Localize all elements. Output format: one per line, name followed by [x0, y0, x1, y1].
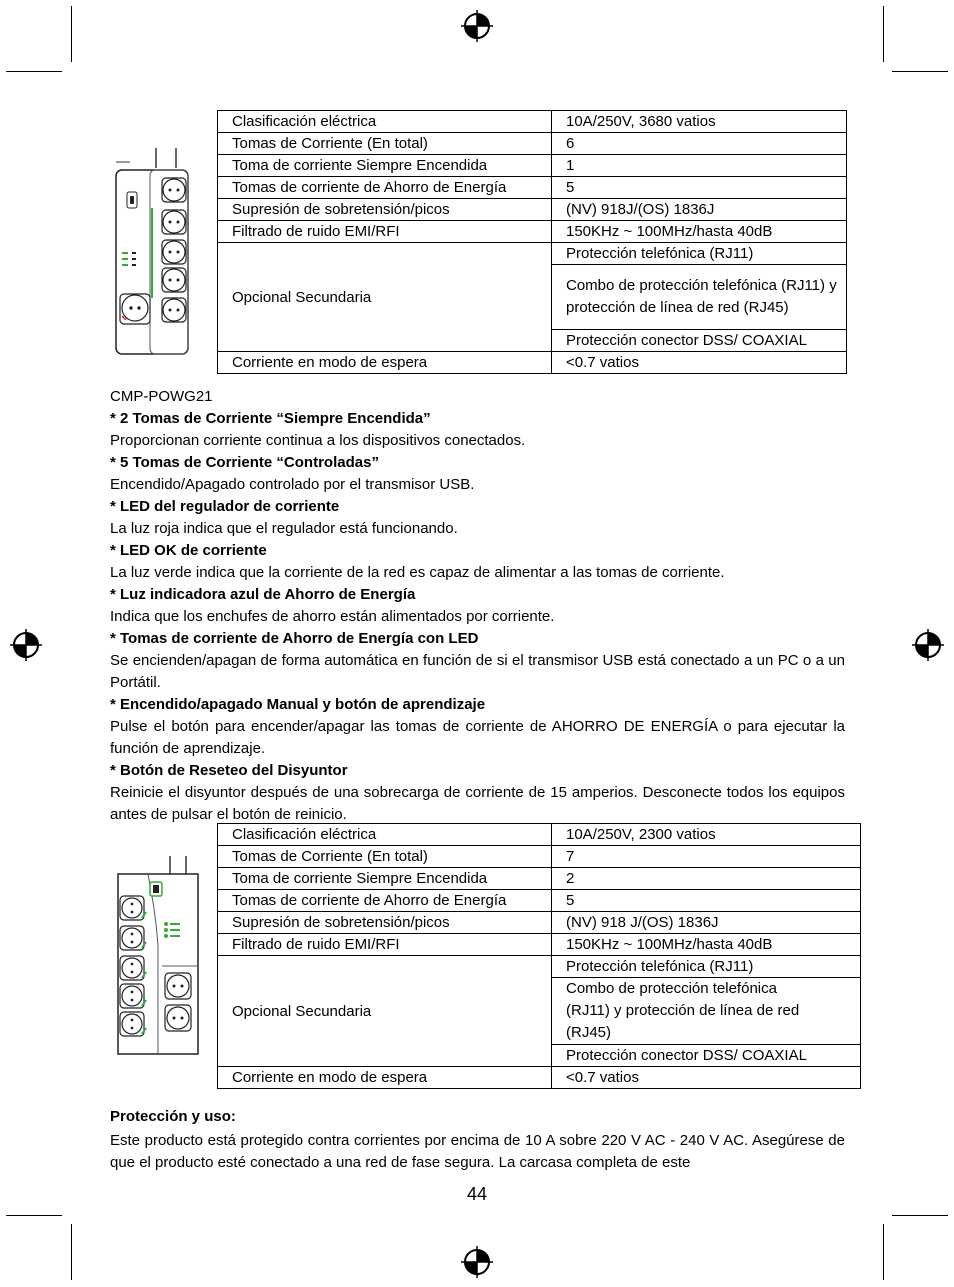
spec-value: <0.7 vatios: [552, 1067, 861, 1089]
crop-mark: [892, 1215, 948, 1216]
spec-table-2: [217, 823, 861, 1089]
spec-value: 150KHz ~ 100MHz/hasta 40dB: [552, 221, 847, 243]
crop-mark: [71, 6, 72, 62]
spec-label: Opcional Secundaria: [218, 243, 552, 352]
page-number: 44: [466, 1184, 488, 1204]
protection-section: [110, 1106, 845, 1174]
spec-label: Clasificación eléctrica: [218, 111, 552, 133]
spec-value: 6: [552, 133, 847, 155]
table-row: [218, 133, 847, 155]
spec-value: Combo de protección telefónica (RJ11) y protección de línea de red (RJ45): [552, 978, 861, 1045]
feature-description: Indica que los enchufes de ahorro están alimentados por corriente.: [110, 608, 555, 625]
table-row: [218, 111, 847, 133]
feature-title: * Botón de Reseteo del Disyuntor: [110, 762, 348, 779]
table-row: [218, 199, 847, 221]
table-row: [218, 912, 861, 934]
feature-title: * LED del regulador de corriente: [110, 498, 340, 515]
spec-value: (NV) 918 J/(OS) 1836J: [552, 912, 861, 934]
section-text: Este producto está protegido contra corrientes por encima de 10 A sobre 220 V AC - 240 V AC. Asegúrese de que el producto esté conectado a una red de fase segura. La carcasa completa de este: [110, 1132, 845, 1171]
spec-value: 10A/250V, 2300 vatios: [552, 824, 861, 846]
feature-description: Pulse el botón para encender/apagar las tomas de corriente de AHORRO DE ENERGÍA o para ejecutar la función de aprendizaje.: [110, 718, 845, 757]
spec-label: Opcional Secundaria: [218, 956, 552, 1067]
feature-title: * Luz indicadora azul de Ahorro de Energía: [110, 586, 416, 603]
table-row: [218, 177, 847, 199]
spec-label: Filtrado de ruido EMI/RFI: [218, 934, 552, 956]
table-row: [218, 868, 861, 890]
registration-mark-icon: [912, 629, 944, 661]
power-strip-6-outlet-image: [110, 148, 194, 358]
feature-description: Se encienden/apagan de forma automática en función de si el transmisor USB está conectado a un PC o a un Portátil.: [110, 652, 845, 691]
spec-value: 2: [552, 868, 861, 890]
table-row: [218, 846, 861, 868]
feature-section: [110, 386, 845, 826]
spec-value: 10A/250V, 3680 vatios: [552, 111, 847, 133]
crop-mark: [883, 1224, 884, 1280]
power-strip-7-outlet-image: [112, 856, 204, 1058]
spec-label: Clasificación eléctrica: [218, 824, 552, 846]
table-row: [218, 1067, 861, 1089]
feature-title: * Tomas de corriente de Ahorro de Energía con LED: [110, 630, 479, 647]
crop-mark: [6, 71, 62, 72]
spec-value: 150KHz ~ 100MHz/hasta 40dB: [552, 934, 861, 956]
spec-label: Filtrado de ruido EMI/RFI: [218, 221, 552, 243]
table-row: [218, 824, 861, 846]
registration-mark-icon: [461, 1246, 493, 1278]
spec-label: Tomas de Corriente (En total): [218, 846, 552, 868]
spec-value: Protección conector DSS/ COAXIAL: [552, 1045, 861, 1067]
feature-title: * 5 Tomas de Corriente “Controladas”: [110, 454, 379, 471]
spec-value: <0.7 vatios: [552, 352, 847, 374]
feature-title: * LED OK de corriente: [110, 542, 267, 559]
spec-table-1: [217, 110, 847, 374]
spec-value: Combo de protección telefónica (RJ11) y protección de línea de red (RJ45): [552, 265, 847, 330]
spec-value: (NV) 918J/(OS) 1836J: [552, 199, 847, 221]
feature-title: * 2 Tomas de Corriente “Siempre Encendida”: [110, 410, 431, 427]
registration-mark-icon: [10, 629, 42, 661]
registration-mark-icon: [461, 10, 493, 42]
table-row: [218, 934, 861, 956]
spec-value: 5: [552, 890, 861, 912]
table-row: [218, 956, 861, 978]
spec-label: Corriente en modo de espera: [218, 1067, 552, 1089]
feature-description: La luz verde indica que la corriente de la red es capaz de alimentar a las tomas de corriente.: [110, 564, 725, 581]
crop-mark: [71, 1224, 72, 1280]
spec-value: Protección telefónica (RJ11): [552, 243, 847, 265]
feature-title: * Encendido/apagado Manual y botón de aprendizaje: [110, 696, 486, 713]
spec-label: Toma de corriente Siempre Encendida: [218, 155, 552, 177]
spec-value: 5: [552, 177, 847, 199]
spec-label: Supresión de sobretensión/picos: [218, 199, 552, 221]
crop-mark: [883, 6, 884, 62]
crop-mark: [6, 1215, 62, 1216]
spec-value: Protección conector DSS/ COAXIAL: [552, 330, 847, 352]
feature-description: Reinicie el disyuntor después de una sobrecarga de corriente de 15 amperios. Desconecte todos los equipos antes de pulsar el botón de reinicio.: [110, 784, 845, 823]
spec-value: 7: [552, 846, 861, 868]
spec-label: Tomas de corriente de Ahorro de Energía: [218, 177, 552, 199]
spec-label: Tomas de corriente de Ahorro de Energía: [218, 890, 552, 912]
table-row: [218, 221, 847, 243]
spec-value: Protección telefónica (RJ11): [552, 956, 861, 978]
feature-description: Proporcionan corriente continua a los dispositivos conectados.: [110, 432, 526, 449]
crop-mark: [892, 71, 948, 72]
table-row: [218, 243, 847, 265]
table-row: [218, 890, 861, 912]
section-title: Protección y uso:: [110, 1108, 236, 1125]
feature-description: Encendido/Apagado controlado por el transmisor USB.: [110, 476, 475, 493]
spec-label: Toma de corriente Siempre Encendida: [218, 868, 552, 890]
table-row: [218, 352, 847, 374]
feature-description: La luz roja indica que el regulador está funcionando.: [110, 520, 458, 537]
spec-label: Corriente en modo de espera: [218, 352, 552, 374]
spec-value: 1: [552, 155, 847, 177]
spec-label: Tomas de Corriente (En total): [218, 133, 552, 155]
model-name: CMP-POWG21: [110, 388, 213, 405]
spec-label: Supresión de sobretensión/picos: [218, 912, 552, 934]
table-row: [218, 155, 847, 177]
